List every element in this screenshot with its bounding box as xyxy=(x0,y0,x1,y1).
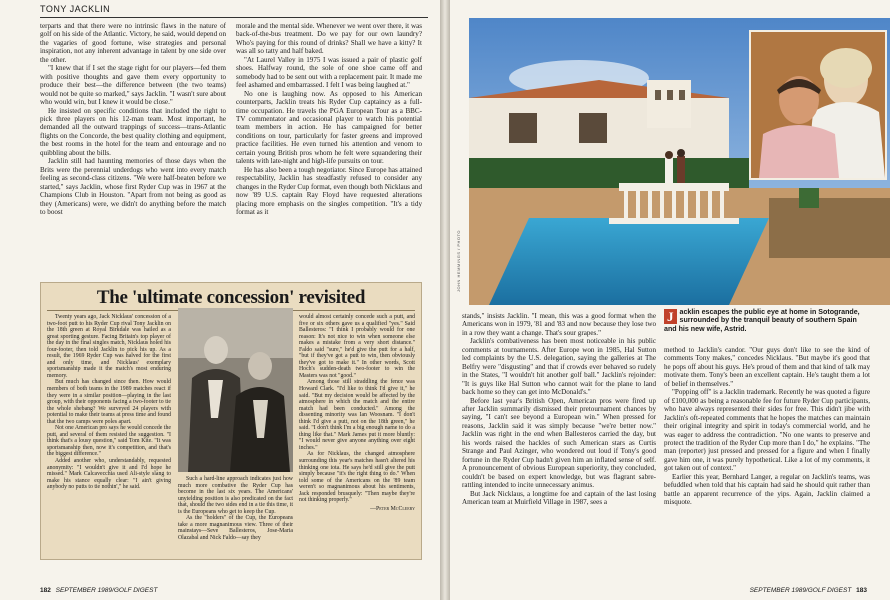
paragraph: Jacklin still had haunting memories of those days when the Brits were the perennial underdogs who went into every match feeling as second-class citizens. "We were half-beaten before we started," says Jacklin, whose first Ryder Cup was in 1967 at the Champions Club in Houston. "Apart from not being as good as they (Americans) were, we didn't do anything before the match to boost xyxy=(40,157,226,216)
paragraph: But much has changed since then. How would members of both teams in the 1989 matches react if they were in a similar position—playing in the last group, with their opponents facing a two-footer to tie the whole shebang? We surveyed 24 players with potential to make their teams at press time and found that the two camps were poles apart. xyxy=(47,379,171,425)
paragraph: method to Jacklin's candor. "Our guys don't like to see the kind of comments Tony makes," concedes Nicklaus. "But maybe it's good that he pops off about his guys. He's proud of them and that kind of talk may motivate them. Tony's been an excellent captain. He's taught them a lot of belief in themselves." xyxy=(664,346,870,388)
right-column-1 xyxy=(462,312,656,506)
page-number-left: 182 xyxy=(40,587,51,594)
paragraph: Added another who, understandably, requested anonymity: "I wouldn't give it and I'd hope he missed." Mark Calcavecchia used Ali-style slang to make his stance equally clear: "I ain't giving anybody no putts to tie nothin'," he said. xyxy=(47,458,171,491)
paragraph: He insisted on specific conditions that included the right to pick three players on his 12-man team. Most important, he demanded all the outward trappings of success—trans-Atlantic flights on the Concorde, the best quality clothing and equipment, the best rooms in the hotel for the team and entourage and no quibbling about the bills. xyxy=(40,106,226,157)
paragraph: As for Nicklaus, the changed atmosphere surrounding this year's matches hasn't altered his thinking one iota. He says he'd still give the putt simply because "it's the right thing to do." When told some of the Americans on the '89 team weren't so magnanimous about his sentiments, Jack responded brusquely: "Then maybe they're not thinking properly." xyxy=(299,451,415,504)
sidebar-column-1 xyxy=(47,314,171,491)
page-number-right: 183 xyxy=(856,587,867,594)
paragraph: "I knew that if I set the stage right for our players—fed them with positive thoughts and gave them every opportunity to produce their best—the difference between (the two teams) would not be quite so marked," says Jacklin. "I wasn't sure about who would win, but I knew it would be close." xyxy=(40,64,226,107)
paragraph: Jacklin's combativeness has been most noticeable in his public comments at tournaments. After Europe won in 1985, Hal Sutton led complaints by the U.S. delegation, saying the galleries at The Belfry were "disgusting" and that if crowds ever behaved so rudely in the States, "I wouldn't hit another golf ball." Jacklin's rejoinder: "It is guys like Hal Sutton who cannot wait for the plane to land back home so they can get into McDonald's." xyxy=(462,337,656,397)
nicklaus-jacklin-photo xyxy=(178,308,293,472)
villa-photo xyxy=(469,18,890,305)
paragraph: stands," insists Jacklin. "I mean, this was a good format when the Americans won in 1979, '81 and '83 and now because they lose two in a row they want a change. That's sour grapes." xyxy=(462,312,656,337)
paragraph: But Jack Nicklaus, a longtime foe and captain of the last losing American team at Muirfield Village in 1987, sees a xyxy=(462,489,656,506)
left-footer xyxy=(40,587,157,594)
issue-line-right: SEPTEMBER 1989/GOLF DIGEST xyxy=(749,587,852,594)
left-column-2 xyxy=(236,22,422,216)
running-header: TONY JACKLIN xyxy=(40,4,111,14)
paragraph: No one is laughing now. As opposed to his American counterparts, Jacklin treats his Ryder Cup captaincy as a full-time occupation. He travels the PGA European Tour as a BBC-TV commentator and occasional player to watch his potential team members in action. He has campaigned for better conditions on tour, particularly for faster greens and improved practice facilities. He even turned his attention and venom to certain young British pros whom he felt were squandering their talents with late-night and high-life pursuits on tour. xyxy=(236,89,422,166)
paragraph: Among those still straddling the fence was Howard Clark. "I'd like to think I'd give it," he said. "But my decision would be affected by the atmosphere in which the match and the entire match had been conducted." Among the dissenting minority was Ian Woosnam. "I don't think I'd give a putt, not on the 18th green," he said. "I don't think I'm a big enough name to do a thing like that." Mark James put it more bluntly: "I would never give anyone anything over eight inches." xyxy=(299,379,415,451)
paragraph: morale and the mental side. Whenever we went over there, it was back-of-the-bus treatment. Do we pay for our own laundry? Who's paying for this round of drinks? Shall we have a kitty? It was all so tatty and half baked. xyxy=(236,22,422,56)
photo-credit: JOHN HEMMINGS / PHOTO xyxy=(456,230,461,292)
paragraph: "At Laurel Valley in 1975 I was issued a pair of plastic golf shoes. Halfway round, the sole of one shoe came off and somebody had to be sent out with a replacement pair. It made me feel ashamed and embarrassed. I felt I was being laughed at." xyxy=(236,55,422,90)
issue-line-left: SEPTEMBER 1989/GOLF DIGEST xyxy=(55,587,158,594)
caption-dropcap: J xyxy=(664,309,677,324)
paragraph: Twenty years ago, Jack Nicklaus' concession of a two-foot putt to his Ryder Cup rival Tony Jacklin on the 18th green at Royal Birkdale was hailed as a great sporting gesture. Facing Britain's top player of the day in the final singles match, Nicklaus holed his four-footer, then told Jacklin to pick his up. As a result, the 1969 Ryder Cup was halved for the first and only time, and Nicklaus' exemplary sportsmanship made it the match's most enduring memory. xyxy=(47,314,171,379)
paragraph: Not one American pro says he would concede the putt, and several of them resisted the suggestion. "I think that's a lousy question," said Tom Kite. "It was sportsmanship then, now it's competition, and that's the biggest difference." xyxy=(47,425,171,458)
left-column-1 xyxy=(40,22,226,216)
sidebar-byline: —Peter McCleery xyxy=(370,505,415,512)
paragraph: would almost certainly concede such a putt, and five or six others gave us a qualified "yes." Said Ballesteros: "I think I probably would for one reason: It's not nice to win when someone else makes a mistake from a very short distance." Faldo said "sure," he'd give the putt for a half, "but if they've got a putt to win, then obviously they've got to make it." In other words, Scott Hoch's sudden-death two-footer to win the Masters was not "good." xyxy=(299,314,415,379)
right-footer xyxy=(750,587,870,594)
paragraph: Before last year's British Open, American pros were fired up after Jacklin summarily dismissed their pretournament chances by saying, "I can't see beyond a European win." When pressed for reasons, Jacklin said it was simply because "we're better now." Jacklin was right in the end when Ballesteros carried the day, but his words raised the hackles of such American stars as Curtis Strange and Paul Azinger, who wondered out loud if Tony's good fortune in the Ryder Cup hadn't given him an inflated sense of self. A pronouncement of obvious European superiority, they concluded, couldn't be based on expert knowledge, but was flagrant sabre-rattling intended to incite unnecessary animus. xyxy=(462,396,656,490)
right-column-2 xyxy=(664,346,870,507)
paragraph: As the "holders" of the Cup, the Europeans take a more magnanimous view. Three of their mainstays—Seve Ballesteros, Jose-Maria Olazabal and Nick Faldo—say they xyxy=(178,515,293,541)
sidebar-box xyxy=(40,282,422,560)
right-page xyxy=(450,0,890,600)
photo-caption xyxy=(664,308,870,333)
paragraph: terparts and that there were no intrinsic flaws in the nature of golf on his side of the Atlantic. Victory, he said, would depend on the vagaries of good fortune, wise strategies and personal inspiration, not any inherent advantage in talent by one side over the other. xyxy=(40,22,226,64)
golfers-photo-illustration xyxy=(178,308,293,472)
caption-text: acklin escapes the public eye at home in Sotogrande, surrounded by the tranquil beauty of southern Spain and his new wife, Astrid. xyxy=(664,308,860,333)
book-spine xyxy=(440,0,450,600)
paragraph: Such a hard-line approach indicates just how much more combative the Ryder Cup has become in the last six years. The Americans' unyielding position is also predicated on the fact that, should the two sides end in a tie this time, it is the Europeans who get to keep the Cup. xyxy=(178,476,293,515)
paragraph: Earlier this year, Bernhard Langer, a regular on Jacklin's teams, was befuddled when told that his captain had said he should quit rather than battle an apparent recurrence of the yips. Again, Jacklin claimed a misquote. xyxy=(664,472,870,507)
header-rule xyxy=(40,17,428,18)
sidebar-column-3 xyxy=(299,314,415,512)
paragraph: He has also been a tough negotiator. Since Europe has attained respectability, Jacklin has steadfastly refused to consider any changes in the Ryder Cup format, even though both Nicklaus and now '89 U.S. captain Ray Floyd have requested alterations placing more emphasis on the singles competition. "It's a tidy format as it xyxy=(236,165,422,216)
sidebar-title: The 'ultimate concession' revisited xyxy=(96,287,366,308)
paragraph: "Popping off" is a Jacklin trademark. Recently he was quoted a figure of £100,000 as being a reasonable fee for future Ryder Cup participants, who have always represented their sides for free. This didn't jibe with Jacklin's oft-repeated comments that he hopes the matches can maintain their original integrity and spirit in today's commercial world, and he was eager to address the contradiction. "No one wants to preserve and protect the tradition of the Ryder Cup more than I do," he explains. "The man (reporter) just pressed and pressed for a figure and when I finally gave him one, it was purely hypothetical. Like a lot of my comments, it got taken out of context." xyxy=(664,388,870,473)
couple-inset-photo xyxy=(749,30,887,180)
couple-portrait-illustration xyxy=(751,32,885,178)
sidebar-column-2 xyxy=(178,476,293,541)
left-page xyxy=(0,0,440,600)
